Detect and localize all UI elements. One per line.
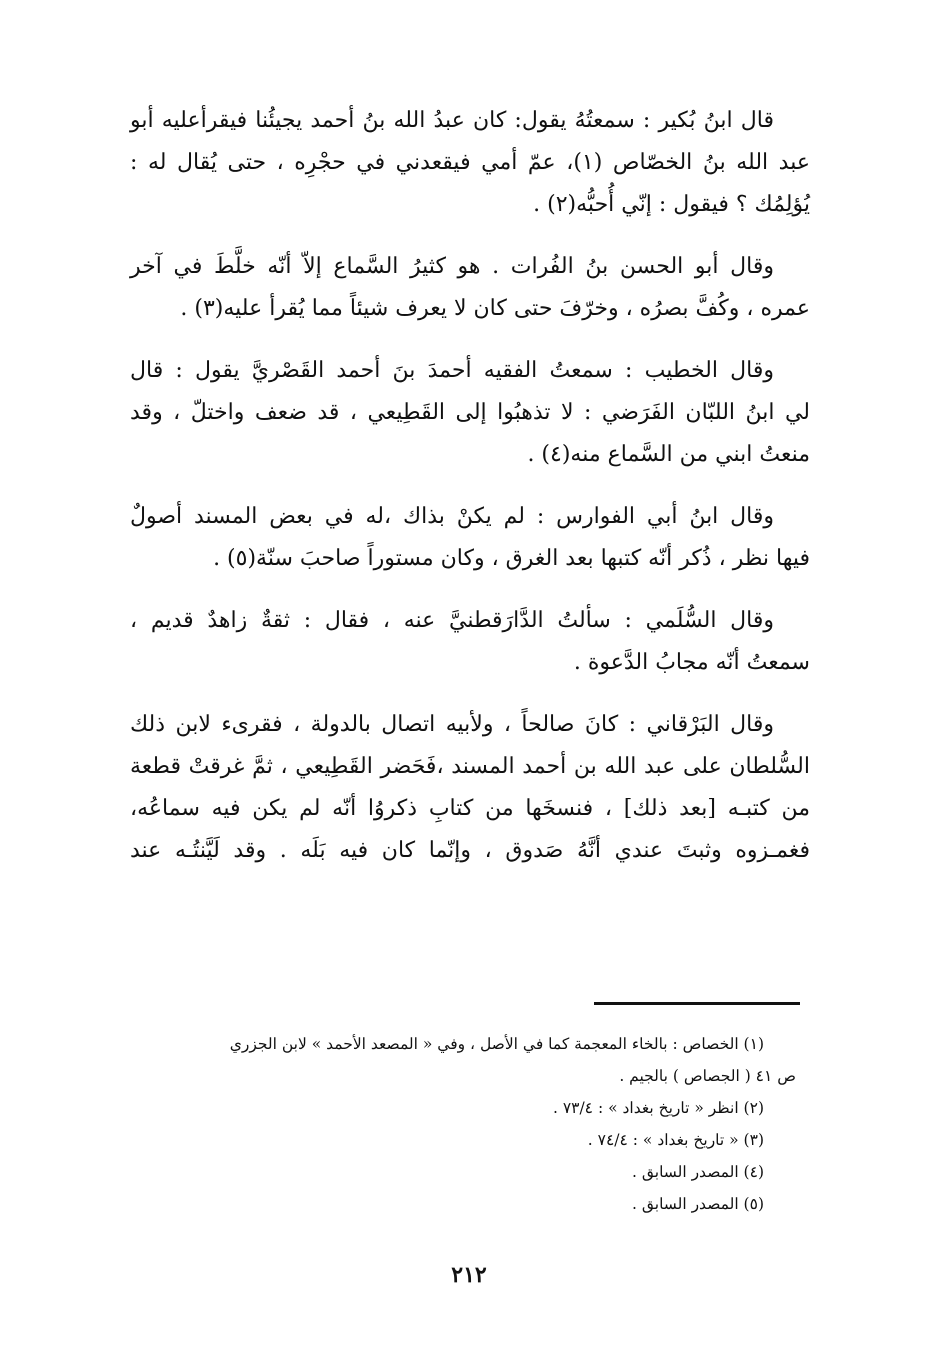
paragraph [130, 246, 810, 330]
text-line: لي ابنُ اللبّان الفَرَضي : لا تذهبُوا إلى القَطِيعي ، قد ضعف واختلّ ، وقد [130, 400, 810, 425]
footnotes [130, 1028, 816, 1220]
text-line: فيها نظر ، ذُكر أنّه كتبها بعد الغرق ، وكان مستوراً صاحبَ سنّة(٥) . [213, 546, 810, 571]
text-line: وقال أبو الحسن بنُ الفُرات . هو كثيرُ السَّماع إلاّ أنّه خلَّطَ في آخر [130, 254, 774, 279]
text-line: وقال الخطيب : سمعتُ الفقيه أحمدَ بنَ أحمد القَصْريَّ يقول : قال [130, 358, 774, 383]
text-line: فغمـزوه وثبتَ عندي أنَّهُ صَدوق ، وإنّما كان فيه بَلَه . وقد لَيَّنتُـه عند [130, 838, 810, 863]
text-line: السُّلطان على عبد الله بن أحمد المسند ،فَحَضر القَطِيعي ، ثمَّ غرقتْ قطعة [130, 754, 810, 779]
text-line: وقال البَرْقاني : كانَ صالحاً ، ولأبيه اتصال بالدولة ، فقرىء لابن ذلك [130, 712, 774, 737]
text-line: عبد الله بنُ الخصّاص (١)، عمّ أمي فيقعدني في حجْرِه ، حتى يُقال له : [130, 150, 810, 175]
footnote-continuation: ص ٤١ ( الجصاص ) بالجيم . [619, 1067, 796, 1085]
footnote: (٥) المصدر السابق . [631, 1195, 764, 1213]
footnote: (٢) انظر « تاريخ بغداد » : ٧٣/٤ . [552, 1099, 764, 1117]
paragraph [130, 496, 810, 580]
text-line: من كتبـه [بعد ذلك] ، فنسخَها من كتابِ ذكروُا أنّه لم يكن فيه سماعُه، [130, 796, 810, 821]
page-number: ٢١٢ [451, 1262, 487, 1288]
text-line: سمعتُ أنّه مجابُ الدَّعوة . [573, 650, 810, 675]
paragraph [130, 350, 810, 476]
text-line: يُؤلِمُك ؟ فيقول : إنّي أُحبُّه(٢) . [533, 192, 810, 217]
text-line: عمره ، وكُفَّ بصرُه ، وخرّفَ حتى كان لا يعرف شيئاً مما يُقرأ عليه(٣) . [180, 296, 810, 321]
footnote: (٤) المصدر السابق . [631, 1163, 764, 1181]
text-line: منعتُ ابني من السَّماع منه(٤) . [527, 442, 810, 467]
text-line: وقال ابنُ أبي الفوارس : لم يكنْ بذاك ،له في بعض المسند أصولٌ [130, 504, 774, 529]
text-line: قال ابنُ بُكير : سمعتُهُ يقول: كان عبدُ الله بنُ أحمد يجيئُنا فيقرأعليه أبو [130, 108, 774, 133]
footnote: (٣) « تاريخ بغداد » : ٧٤/٤ . [587, 1131, 764, 1149]
paragraph [130, 100, 810, 226]
paragraph [130, 704, 810, 872]
text-line: وقال السُّلَمي : سألتُ الدَّارَقطنيَّ عنه ، فقال : ثقةٌ زاهدٌ قديم ، [130, 608, 774, 633]
main-text [130, 100, 810, 892]
footnote-separator [594, 1002, 800, 1005]
footnote: (١) الخصاص : بالخاء المعجمة كما في الأصل ، وفي « المصعد الأحمد » لابن الجزري [229, 1035, 764, 1053]
paragraph [130, 600, 810, 684]
